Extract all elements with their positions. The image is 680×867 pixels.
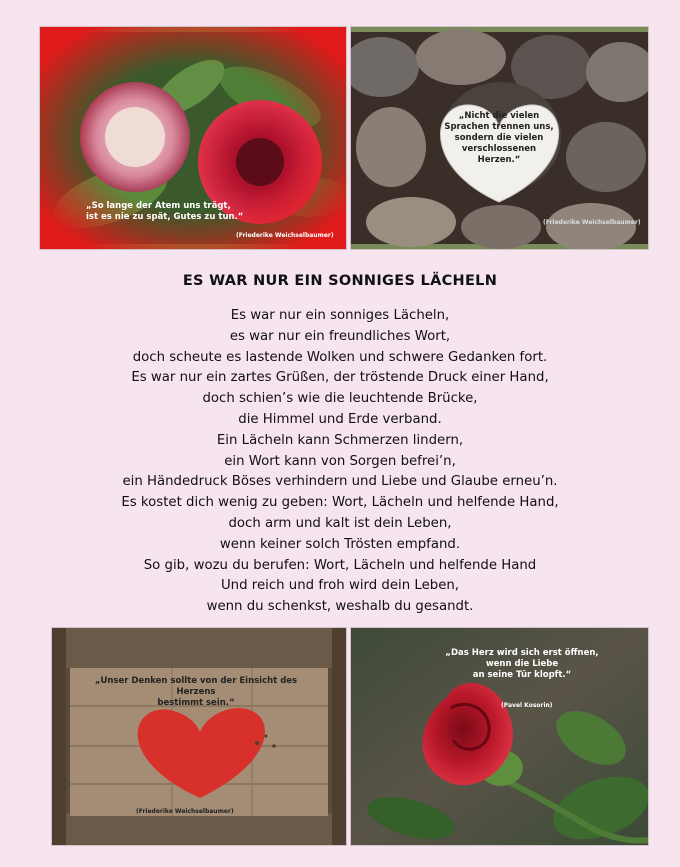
poem-line: ein Wort kann von Sorgen befrei’n, xyxy=(224,453,456,469)
poem-line: Es kostet dich wenig zu geben: Wort, Lächeln und helfende Hand, xyxy=(121,495,559,511)
photo-card-flowers xyxy=(40,27,346,249)
poem-line: doch arm und kalt ist dein Leben, xyxy=(228,515,452,531)
poem xyxy=(0,306,680,618)
photo-card-stones xyxy=(351,27,648,249)
credit-flowers: (Friederike Weichselbaumer) xyxy=(236,232,334,239)
poem-line: Es war nur ein zartes Grüßen, der tröstende Druck einer Hand, xyxy=(131,370,549,386)
credit-rose: (Pavel Kosorin) xyxy=(501,702,553,709)
poem-line: ein Händedruck Böses verhindern und Liebe und Glaube erneu’n. xyxy=(122,474,558,490)
poem-line: wenn keiner solch Trösten empfand. xyxy=(219,536,461,552)
photo-card-wood xyxy=(52,628,346,845)
poem-line: die Himmel und Erde verband. xyxy=(238,411,442,427)
quote-stones: „Nicht die vielen Sprachen trennen uns, sondern die vielen verschlossenen Herzen.“ xyxy=(444,111,554,165)
poem-line: wenn du schenkst, weshalb du gesandt. xyxy=(206,599,474,615)
poem-line: doch schien’s wie die leuchtende Brücke, xyxy=(202,391,478,407)
quote-flowers: „So lange der Atem uns trägt, ist es nie zu spät, Gutes zu tun.“ xyxy=(86,201,244,222)
poem-line: doch scheute es lastende Wolken und schwere Gedanken fort. xyxy=(132,349,548,365)
poem-line: So gib, wozu du berufen: Wort, Lächeln und helfende Hand xyxy=(143,557,537,573)
poem-line: Und reich und froh wird dein Leben, xyxy=(220,578,460,594)
photo-card-rose xyxy=(351,628,648,845)
poem-line: Ein Lächeln kann Schmerzen lindern, xyxy=(216,432,464,448)
credit-wood: (Friederike Weichselbaumer) xyxy=(136,808,234,815)
credit-stones: (Friederike Weichselbaumer) xyxy=(543,219,641,226)
poem-title: ES WAR NUR EIN SONNIGES LÄCHELN xyxy=(182,273,498,289)
quote-wood: „Unser Denken sollte von der Einsicht des Herzens bestimmt sein.“ xyxy=(94,676,298,708)
poem-line: Es war nur ein sonniges Lächeln, xyxy=(230,308,450,323)
poem-line: es war nur ein freundliches Wort, xyxy=(229,328,451,344)
quote-rose: „Das Herz wird sich erst öffnen, wenn die Liebe an seine Tür klopft.“ xyxy=(445,648,599,680)
